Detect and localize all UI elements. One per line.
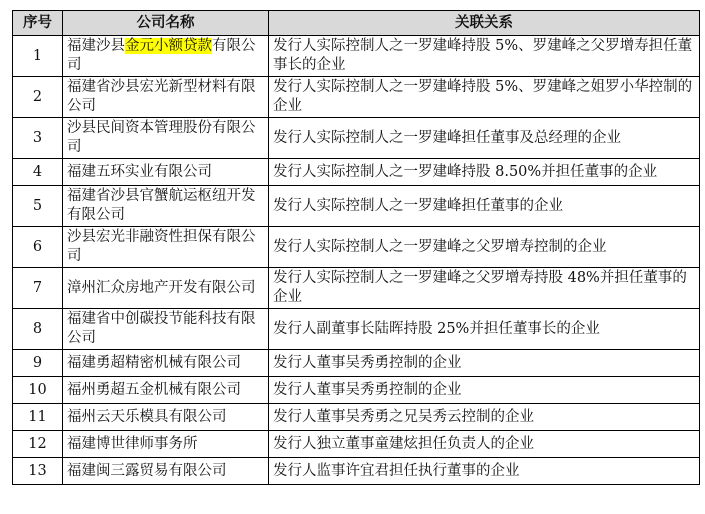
row-index: 2	[13, 77, 63, 118]
relation-text: 发行人实际控制人之一罗建峰持股 8.50%并担任董事的企业	[269, 159, 700, 186]
table-row	[13, 431, 700, 458]
table-row	[13, 350, 700, 377]
table-row	[13, 159, 700, 186]
table-header-row	[13, 11, 700, 36]
relation-text: 发行人实际控制人之一罗建峰担任董事及总经理的企业	[269, 118, 700, 159]
company-name: 沙县民间资本管理股份有限公司	[63, 118, 269, 159]
row-index: 5	[13, 186, 63, 227]
related-parties-table	[12, 10, 700, 485]
header-index: 序号	[13, 11, 63, 36]
relation-text: 发行人实际控制人之一罗建峰担任董事的企业	[269, 186, 700, 227]
relation-text: 发行人董事吴秀勇之兄吴秀云控制的企业	[269, 404, 700, 431]
table-row	[13, 227, 700, 268]
company-name: 福建省沙县官蟹航运枢纽开发有限公司	[63, 186, 269, 227]
relation-text: 发行人副董事长陆晖持股 25%并担任董事长的企业	[269, 309, 700, 350]
row-index: 3	[13, 118, 63, 159]
company-name: 福建闽三露贸易有限公司	[63, 458, 269, 485]
row-index: 4	[13, 159, 63, 186]
header-company: 公司名称	[63, 11, 269, 36]
row-index: 13	[13, 458, 63, 485]
relation-text: 发行人实际控制人之一罗建峰持股 5%、罗建峰之姐罗小华控制的企业	[269, 77, 700, 118]
row-index: 8	[13, 309, 63, 350]
company-name	[63, 36, 269, 77]
relation-text: 发行人董事吴秀勇控制的企业	[269, 350, 700, 377]
row-index: 10	[13, 377, 63, 404]
row-index: 12	[13, 431, 63, 458]
company-name: 福建勇超精密机械有限公司	[63, 350, 269, 377]
relation-text: 发行人董事吴秀勇控制的企业	[269, 377, 700, 404]
table-row	[13, 309, 700, 350]
row-index: 11	[13, 404, 63, 431]
table-row	[13, 404, 700, 431]
table-row	[13, 77, 700, 118]
relation-text: 发行人实际控制人之一罗建峰之父罗增寿持股 48%并担任董事的企业	[269, 268, 700, 309]
company-name: 福建省中创碳投节能科技有限公司	[63, 309, 269, 350]
company-name: 福建博世律师事务所	[63, 431, 269, 458]
row-index: 6	[13, 227, 63, 268]
table-row	[13, 118, 700, 159]
company-name-text: 福建沙县	[67, 38, 125, 54]
company-name: 福州勇超五金机械有限公司	[63, 377, 269, 404]
company-name: 福建五环实业有限公司	[63, 159, 269, 186]
row-index: 1	[13, 36, 63, 77]
company-name: 福建省沙县宏光新型材料有限公司	[63, 77, 269, 118]
company-name: 漳州汇众房地产开发有限公司	[63, 268, 269, 309]
table-row	[13, 458, 700, 485]
row-index: 9	[13, 350, 63, 377]
table-row	[13, 268, 700, 309]
header-relation: 关联关系	[269, 11, 700, 36]
company-name: 沙县宏光非融资性担保有限公司	[63, 227, 269, 268]
relation-text: 发行人实际控制人之一罗建峰之父罗增寿控制的企业	[269, 227, 700, 268]
highlighted-text: 金元小额贷款	[125, 38, 212, 54]
company-name-text: 有限公司	[67, 38, 256, 73]
row-index: 7	[13, 268, 63, 309]
table-row	[13, 186, 700, 227]
relation-text: 发行人监事许宜君担任执行董事的企业	[269, 458, 700, 485]
relation-text: 发行人实际控制人之一罗建峰持股 5%、罗建峰之父罗增寿担任董事长的企业	[269, 36, 700, 77]
table-row	[13, 36, 700, 77]
company-name: 福州云天乐模具有限公司	[63, 404, 269, 431]
relation-text: 发行人独立董事童建炫担任负责人的企业	[269, 431, 700, 458]
table-row	[13, 377, 700, 404]
